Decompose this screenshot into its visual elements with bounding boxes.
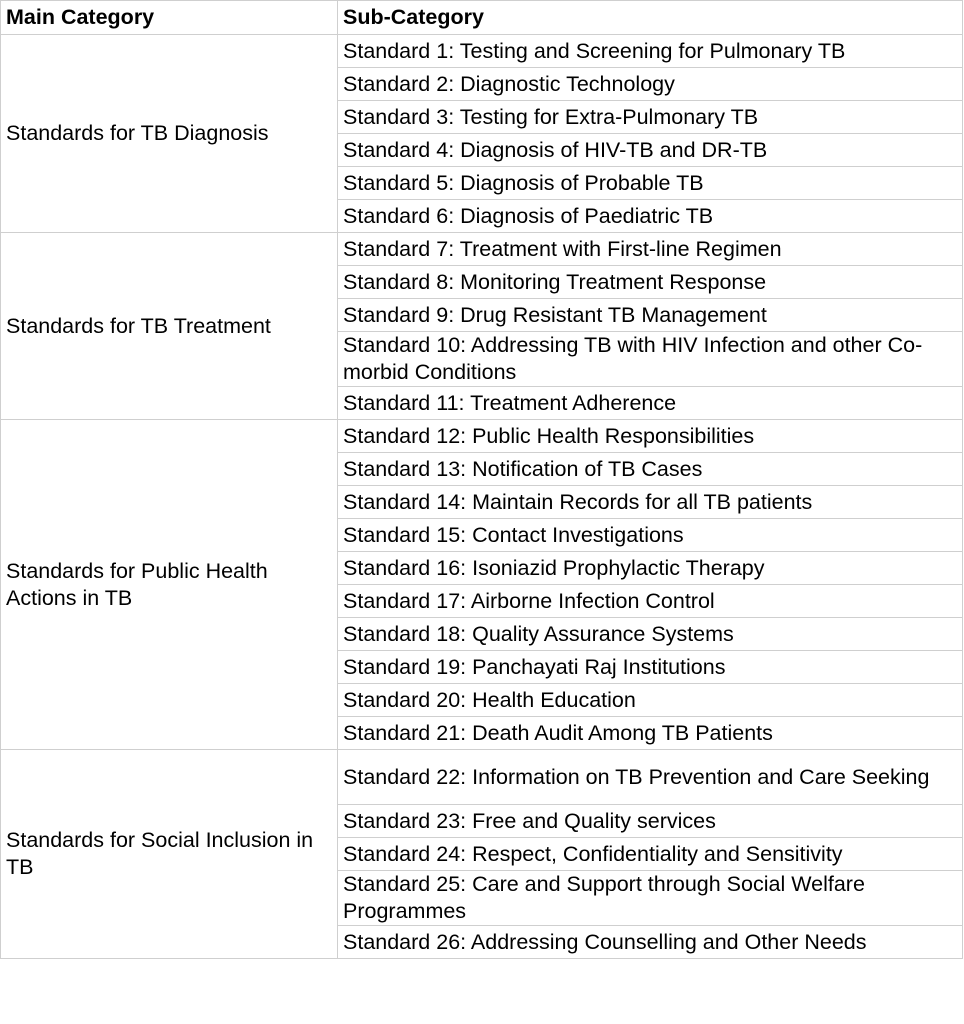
sub-category-cell: Standard 20: Health Education <box>338 684 963 717</box>
main-category-cell: Standards for TB Diagnosis <box>1 35 338 233</box>
sub-category-cell: Standard 19: Panchayati Raj Institutions <box>338 651 963 684</box>
sub-category-cell: Standard 4: Diagnosis of HIV-TB and DR-TB <box>338 134 963 167</box>
sub-category-cell: Standard 25: Care and Support through Social Welfare Programmes <box>338 871 963 926</box>
table-row <box>1 420 963 453</box>
sub-category-cell: Standard 14: Maintain Records for all TB patients <box>338 486 963 519</box>
main-category-cell: Standards for Social Inclusion in TB <box>1 750 338 959</box>
sub-category-cell: Standard 23: Free and Quality services <box>338 805 963 838</box>
sub-category-cell: Standard 7: Treatment with First-line Regimen <box>338 233 963 266</box>
sub-category-cell: Standard 15: Contact Investigations <box>338 519 963 552</box>
sub-category-cell: Standard 11: Treatment Adherence <box>338 387 963 420</box>
sub-category-cell: Standard 22: Information on TB Prevention and Care Seeking <box>338 750 963 805</box>
sub-category-cell: Standard 12: Public Health Responsibilities <box>338 420 963 453</box>
table-row <box>1 750 963 805</box>
main-category-cell: Standards for Public Health Actions in TB <box>1 420 338 750</box>
sub-category-cell: Standard 10: Addressing TB with HIV Infection and other Co-morbid Conditions <box>338 332 963 387</box>
sub-category-cell: Standard 6: Diagnosis of Paediatric TB <box>338 200 963 233</box>
sub-category-cell: Standard 3: Testing for Extra-Pulmonary TB <box>338 101 963 134</box>
table-row <box>1 35 963 68</box>
sub-category-cell: Standard 5: Diagnosis of Probable TB <box>338 167 963 200</box>
sub-category-cell: Standard 16: Isoniazid Prophylactic Therapy <box>338 552 963 585</box>
main-category-cell: Standards for TB Treatment <box>1 233 338 420</box>
sub-category-cell: Standard 24: Respect, Confidentiality and Sensitivity <box>338 838 963 871</box>
table-header <box>1 1 963 35</box>
table-row <box>1 233 963 266</box>
sub-category-cell: Standard 18: Quality Assurance Systems <box>338 618 963 651</box>
header-row <box>1 1 963 35</box>
sub-category-cell: Standard 8: Monitoring Treatment Response <box>338 266 963 299</box>
sub-category-cell: Standard 21: Death Audit Among TB Patients <box>338 717 963 750</box>
sub-category-cell: Standard 2: Diagnostic Technology <box>338 68 963 101</box>
table-body <box>1 35 963 959</box>
sub-category-cell: Standard 13: Notification of TB Cases <box>338 453 963 486</box>
sub-category-cell: Standard 17: Airborne Infection Control <box>338 585 963 618</box>
sub-category-cell: Standard 9: Drug Resistant TB Management <box>338 299 963 332</box>
sub-category-cell: Standard 26: Addressing Counselling and Other Needs <box>338 926 963 959</box>
column-header-sub-category: Sub-Category <box>338 1 963 35</box>
sub-category-cell: Standard 1: Testing and Screening for Pulmonary TB <box>338 35 963 68</box>
column-header-main-category: Main Category <box>1 1 338 35</box>
